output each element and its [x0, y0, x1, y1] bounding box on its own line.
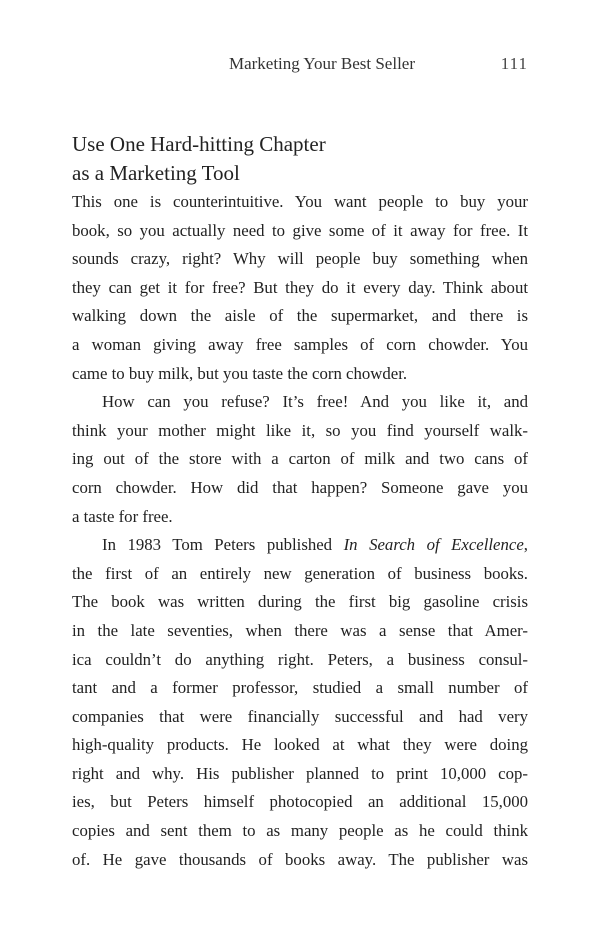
text-line: walking down the aisle of the supermarket, and there is	[72, 306, 528, 326]
text-line: the first of an entirely new generation of business books.	[72, 563, 528, 583]
text-line: This one is counterintuitive. You want people to buy your	[72, 192, 528, 211]
body-text	[72, 188, 528, 874]
text-line: in the late seventies, when there was a sense that Amer-	[72, 620, 528, 640]
book-title: In Search of Excellence	[343, 535, 524, 555]
section-heading	[72, 130, 326, 188]
text-line: How can you refuse? It’s free! And you like it, and	[102, 392, 528, 412]
text-segment: In 1983 Tom Peters published	[102, 535, 344, 555]
text-line: The book was written during the first big gasoline crisis	[72, 592, 528, 612]
page-number: 111	[500, 54, 528, 73]
text-line: high-quality products. He looked at what they were doing	[72, 735, 528, 755]
text-line: ing out of the store with a carton of milk and two cans of	[72, 449, 528, 469]
text-line: right and why. His publisher planned to print 10,000 cop-	[72, 763, 528, 783]
text-line: of. He gave thousands of books away. The publisher was	[72, 849, 528, 869]
text-line: ies, but Peters himself photocopied an additional 15,000	[72, 792, 528, 812]
running-header-title: Marketing Your Best Seller	[228, 54, 415, 73]
text-line: book, so you actually need to give some of it away for free. It	[72, 220, 528, 240]
text-line: sounds crazy, right? Why will people buy something when	[72, 249, 528, 269]
text-line: corn chowder. How did that happen? Someone gave you	[72, 477, 528, 497]
text-line: tant and a former professor, studied a small number of	[72, 678, 528, 698]
text-line: came to buy milk, but you taste the corn chowder.	[72, 363, 408, 383]
text-segment: ,	[523, 535, 528, 555]
text-line: ica couldn’t do anything right. Peters, a business consul-	[72, 649, 528, 669]
text-line	[72, 531, 528, 560]
text-line: think your mother might like it, so you find yourself walk-	[72, 420, 528, 440]
text-line: a taste for free.	[72, 506, 173, 526]
section-heading-line: Use One Hard-hitting Chapter	[72, 132, 326, 156]
section-heading-line: as a Marketing Tool	[72, 161, 240, 185]
text-line: companies that were financially successful and had very	[72, 706, 528, 726]
text-line: a woman giving away free samples of corn chowder. You	[72, 334, 528, 354]
text-line: they can get it for free? But they do it every day. Think about	[72, 277, 528, 297]
text-line: copies and sent them to as many people as he could think	[72, 821, 528, 841]
